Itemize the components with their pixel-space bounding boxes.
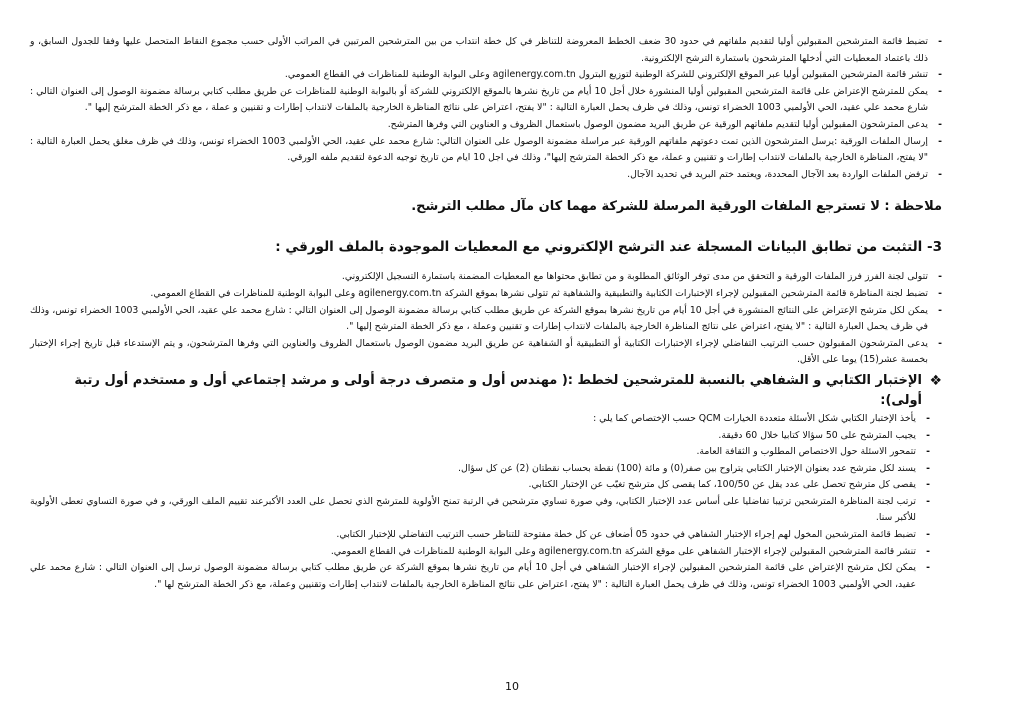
list-item: - يمكن لكل مترشح الإعتراض على قائمة المترشحين المقبولين لإجراء الإختبار الشفاهي في أجل 10 أيام من تاريخ نشرها بموقع الشركة عن طريق مطلب كتابي برسالة مضمونة الوصول ترسل إلى العنوان التالي : شارع محمد علي عقيد، الحي الأولمبي 1003 الخضراء تونس، وذلك في ظرف يحمل العبارة التالية : "لا يفتح، اعتراض على نتائج المناظرة الخارجية بالملفات لانتداب إطارات وتقنيين وعملة، مع ذكر الخطة المترشح لها ". — [30, 560, 942, 593]
page-number: 10 — [505, 680, 519, 693]
list-item: - تضبط قائمة المترشحين المقبولين أوليا لتقديم ملفاتهم في حدود 30 ضعف الخطط المعروضة للتناظر في كل خطة انتداب من بين المترشحين المرتبين في المراتب الأولى حسب مجموع النقاط المتحصل عليها وفقا للجدول السابق، و ذلك باعتماد المعطيات التي أدخلها المترشحون باستمارة الترشح الإلكترونية. — [30, 34, 942, 67]
list-item: - يمكن لكل مترشح الإعتراض على النتائج المنشورة في أجل 10 أيام من تاريخ نشرها بموقع الشركة عن طريق مطلب كتابي برسالة مضمونة الوصول إلى العنوان التالي : شارع محمد علي عقيد، الحي الأولمبي 1003 الخضراء تونس، وذلك في ظرف يحمل العبارة التالية : "لا يفتح، اعتراض على نتائج المناظرة الخارجية بالملفات لانتداب إطارات و تقنيين وعملة ، مع ذكر الخطة المترشح إليها ". — [30, 303, 942, 336]
list-item: - تنشر قائمة المترشحين المقبولين أوليا عبر الموقع الإلكتروني للشركة الوطنية لتوزيع البترول agilenergy.com.tn وعلى البوابة الوطنية للمناظرات في القطاع العمومي. — [30, 67, 942, 84]
list-item: - يسند لكل مترشح عدد بعنوان الإختبار الكتابي يتراوح بين صفر(0) و مائة (100) نقطة بحساب نقطتان (2) عن كل سؤال. — [30, 461, 942, 478]
list-item: - تتمحور الاسئلة حول الاختصاص المطلوب و الثقافة العامة. — [30, 444, 942, 461]
exam-list — [30, 411, 942, 594]
list-item: - ترتب لجنة المناظرة المترشحين ترتيبا تفاضليا على أساس عدد الإختبار الكتابي، وفي صورة تساوي مترشحين في الرتبة تمنح الأولوية للمترشح الذي تحصل على العدد الأكبرعند تقييم الملف الورقي، و في صورة التساوي تعطى الأولوية للأكبر سنا. — [30, 494, 942, 527]
section3-list — [30, 269, 942, 369]
list-item: - يأخذ الإختبار الكتابي شكل الأسئلة متعددة الخيارات QCM حسب الإختصاص كما يلي : — [30, 411, 942, 428]
document-page — [30, 34, 942, 593]
list-item: - يمكن للمترشح الإعتراض على قائمة المترشحين المقبولين أوليا المنشورة خلال أجل 10 أيام من تاريخ نشرها بالموقع الإلكتروني للشركة أو بالبوابة الوطنية للمناظرات عن طريق مطلب كتابي برسالة مضمونة الوصول إلى العنوان التالي : شارع محمد علي عقيد، الحي الأولمبي 1003 الخضراء تونس، وذلك في ظرف يحمل العبارة التالية : "لا يفتح، اعتراض على نتائج المناظرة الخارجية بالملفات لانتداب إطارات و تقنيين و عملة ، مع ذكر الخطة المترشح إليها ". — [30, 84, 942, 117]
list-item: - تضبط قائمة المترشحين المخول لهم إجراء الإختبار الشفاهي في حدود 05 أضعاف عن كل خطة مفتوحة للتناظر حسب الترتيب التفاضلي للإختبار الكتابي. — [30, 527, 942, 544]
list-item: - يدعى المترشحون المقبولون حسب الترتيب التفاضلي لإجراء الإختبارات الكتابية أو التطبيقية أو الشفاهية عن طريق البريد مضمون الوصول باستعمال الظروف والعناوين التي وفرها المترشحون، و يتم الإستدعاء قبل تاريخ إجراء الإختبار بخمسة عشر(15) يوما على الأقل. — [30, 336, 942, 369]
list-item: - يدعى المترشحون المقبولين أوليا لتقديم ملفاتهم الورقية عن طريق البريد مضمون الوصول باستعمال الظروف و العناوين التي وفرها المترشح. — [30, 117, 942, 134]
list-item: - تنشر قائمة المترشحين المقبولين لإجراء الإختبار الشفاهي على موقع الشركة agilenergy.com.tn وعلى البوابة الوطنية للمناظرات في القطاع العمومي. — [30, 544, 942, 561]
list-item: - تتولى لجنة الفرز فرز الملفات الورقية و التحقق من مدى توفر الوثائق المطلوبة و من تطابق محتواها مع المعطيات المضمنة باستمارة التسجيل الإلكتروني. — [30, 269, 942, 286]
note: ملاحظة : لا تسترجع الملفات الورقية المرسلة للشركة مهما كان مآل مطلب الترشح. — [411, 199, 942, 215]
section3-heading: 3- التثبت من تطابق البيانات المسجلة عند الترشح الإلكتروني مع المعطيات الموجودة بالملف الورقي : — [275, 239, 942, 256]
list-item: - يجيب المترشح على 50 سؤالا كتابيا خلال 60 دقيقة. — [30, 428, 942, 445]
section1-list — [30, 34, 942, 183]
list-item: - إرسال الملفات الورقية :يرسل المترشحون الذين تمت دعوتهم ملفاتهم الورقية عبر مراسلة مضمونة الوصول على العنوان التالي: شارع محمد علي عقيد، الحي الأولمبي 1003 الخضراء تونس، وذلك في ظرف مغلق يحمل العبارة التالية : "لا يفتح، المناظرة الخارجية بالملفات لانتداب إطارات و تقنيين و عملة، مع ذكر الخطة المترشح إليها"، وذلك في اجل 10 ايام من تاريخ توجيه الدعوة لتقديم ملفه الورقي. — [30, 134, 942, 167]
list-item: - ترفض الملفات الواردة بعد الآجال المحددة، ويعتمد ختم البريد في تحديد الآجال. — [30, 167, 942, 184]
list-item: - تضبط لجنة المناظرة قائمة المترشحين المقبولين لإجراء الإختبارات الكتابية والتطبيقية والشفاهية ثم تتولى نشرها بموقع الشركة agilenergy.com.tn وعلى البوابة الوطنية للمناظرات في القطاع العمومي. — [30, 286, 942, 303]
diamond-bullet-icon: ❖ — [929, 372, 942, 389]
exam-title — [30, 371, 942, 411]
list-item: - يقصى كل مترشح تحصل على عدد يقل عن 100/50، كما يقصى كل مترشح تغيّب عن الإختبار الكتابي. — [30, 477, 942, 494]
exam-title-text: الإختبار الكتابي و الشفاهي بالنسبة للمترشحين لخطط :( مهندس أول و متصرف درجة أولى و مرشد إجتماعي أول و مستخدم أول رتبة أولى): — [74, 372, 922, 408]
